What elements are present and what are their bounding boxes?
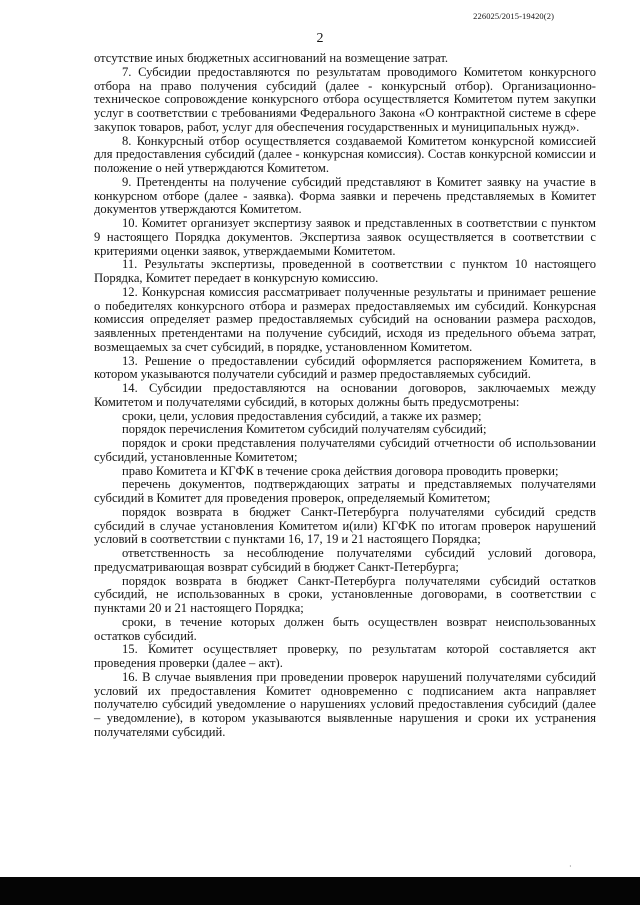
paragraph: 16. В случае выявления при проведении проверок нарушений получателями субсидий условий их предоставления Комитет одновременно с подписанием акта направляет получателю субсидий уведомление о нарушениях условий предоставления субсидий (далее – уведомление), в котором указываются выявленные нарушения и сроки их устранения получателями субсидий. xyxy=(94,669,596,739)
paragraph: сроки, цели, условия предоставления субсидий, а также их размер; xyxy=(122,408,482,423)
paragraph: право Комитета и КГФК в течение срока действия договора проводить проверки; xyxy=(122,463,559,478)
scan-bottom-border xyxy=(0,877,640,905)
paragraph: 7. Субсидии предоставляются по результатам проводимого Комитетом конкурсного отбора на право получения субсидий (далее - конкурсный отбор). Организационно-техническое сопровождение конкурсного отбора осуществляется Комитетом путем закупки услуг в соответствии с требованиями Федерального Закона «О контрактной системе в сфере закупок товаров, работ, услуг для обеспечения государственных и муниципальных нужд». xyxy=(94,64,596,134)
paragraph: 10. Комитет организует экспертизу заявок и представленных в соответствии с пунктом 9 настоящего Порядка документов. Экспертиза заявок осуществляется в соответствии с критериями оценки заявок, утверждаемыми Комитетом. xyxy=(94,216,596,258)
paragraph: 13. Решение о предоставлении субсидий оформляется распоряжением Комитета, в котором указываются получатели субсидий и размер предоставляемых субсидий. xyxy=(94,353,596,382)
paragraph: порядок возврата в бюджет Санкт-Петербурга получателями субсидий средств субсидий в случае установления Комитетом и(или) КГФК по итогам проверок нарушений условий в соответствии с пунктами 16, 17, 19 и 21 настоящего Порядка; xyxy=(94,504,596,547)
paragraph: отсутствие иных бюджетных ассигнований на возмещение затрат. xyxy=(94,51,449,65)
document-body xyxy=(94,52,596,740)
scan-speck: · xyxy=(569,862,572,871)
paragraph: 15. Комитет осуществляет проверку, по результатам которой составляется акт проведения проверки (далее – акт). xyxy=(94,642,596,670)
paragraph: перечень документов, подтверждающих затраты и представляемых получателями субсидий в Комитет для проведения проверок, определяемый Комитетом; xyxy=(94,477,596,505)
paragraph: 14. Субсидии предоставляются на основании договоров, заключаемых между Комитетом и получателями субсидий, в которых должны быть предусмотрены: xyxy=(94,381,596,409)
paragraph: порядок возврата в бюджет Санкт-Петербурга получателями субсидий остатков субсидий, не использованных в сроки, установленные договорами, в соответствии с пунктами 20 и 21 настоящего Порядка; xyxy=(94,573,596,615)
page-number: 2 xyxy=(316,31,324,46)
paragraph: 11. Результаты экспертизы, проведенной в соответствии с пунктом 10 настоящего Порядка, Комитет передает в конкурсную комиссию. xyxy=(94,257,596,285)
paragraph: 12. Конкурсная комиссия рассматривает полученные результаты и принимает решение о победителях конкурсного отбора и размерах предоставляемых им субсидий. Конкурсная комиссия определяет размер предоставляемых субсидий на основании размера расходов, заявленных претендентами на получение субсидий, исходя из предельного объема затрат, возмещаемых за счет субсидий, в порядке, установленном Комитетом. xyxy=(94,284,596,354)
paragraph: 9. Претенденты на получение субсидий представляют в Комитет заявку на участие в конкурсном отборе (далее - заявка). Форма заявки и перечень представляемых в Комитет документов утверждаются Комитетом. xyxy=(94,174,596,217)
document-id: 226025/2015-19420(2) xyxy=(473,11,554,21)
paragraph: порядок и сроки представления получателями субсидий отчетности об использовании субсидий, установленные Комитетом; xyxy=(94,436,596,464)
paragraph: порядок перечисления Комитетом субсидий получателям субсидий; xyxy=(122,422,487,437)
paragraph: сроки, в течение которых должен быть осуществлен возврат неиспользованных остатков субсидий. xyxy=(94,614,596,643)
paragraph: ответственность за несоблюдение получателями субсидий условий договора, предусматривающая возврат субсидий в бюджет Санкт-Петербурга; xyxy=(94,546,596,574)
paragraph: 8. Конкурсный отбор осуществляется создаваемой Комитетом конкурсной комиссией для предоставления субсидий (далее - конкурсная комиссия). Состав конкурсной комиссии и положение о ней утверждаются Комитетом. xyxy=(94,133,596,175)
